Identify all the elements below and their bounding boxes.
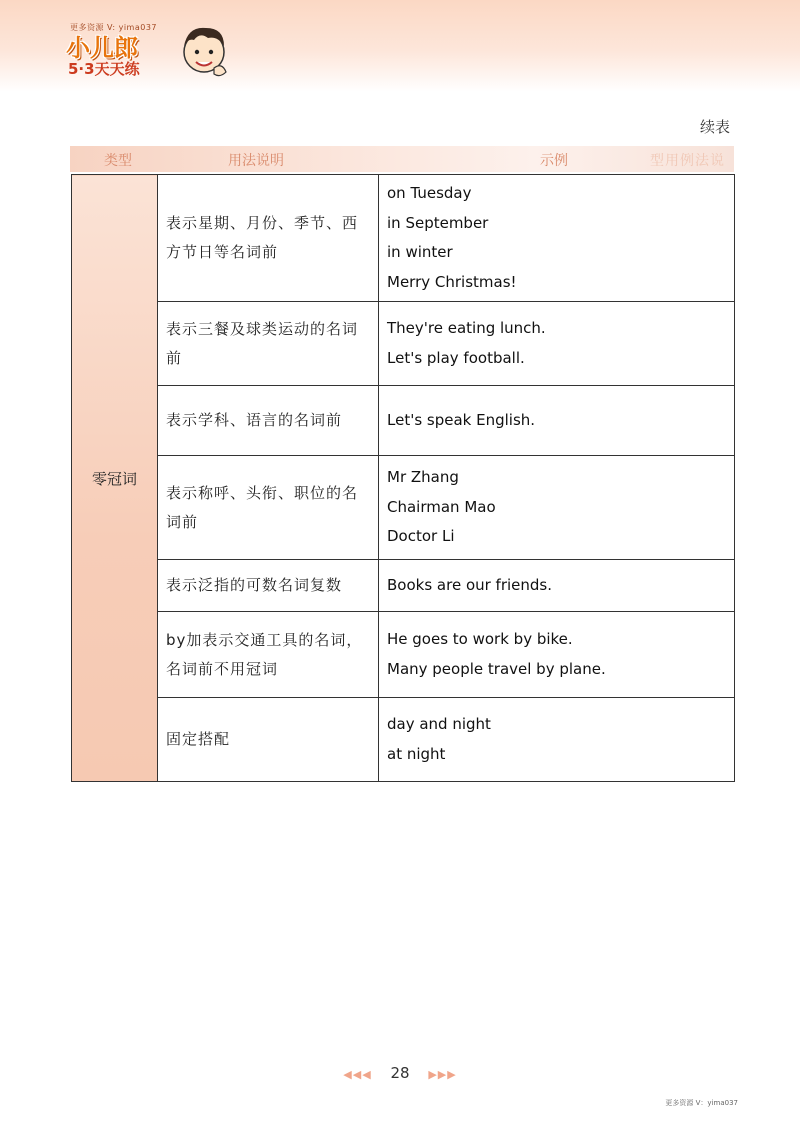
example-cell — [379, 612, 735, 698]
example-cell — [379, 456, 735, 560]
example-line: Books are our friends. — [387, 575, 553, 594]
header-example: 示例 — [540, 153, 568, 169]
header-type: 类型 — [104, 153, 132, 169]
next-arrows-icon: ▶▶▶ — [428, 1068, 457, 1081]
example-line: Let's speak English. — [387, 410, 536, 429]
header-faded-text: 型用例法说 — [650, 153, 725, 169]
usage-cell: 表示学科、语言的名词前 — [158, 386, 379, 456]
continued-label: 续表 — [699, 118, 730, 136]
example-cell — [379, 302, 735, 386]
table-row — [72, 302, 735, 386]
type-cell: 零冠词 — [72, 175, 158, 782]
example-line: day and night — [387, 715, 491, 733]
usage-cell: 表示三餐及球类运动的名词前 — [158, 302, 379, 386]
mascot-icon — [174, 22, 232, 82]
article-usage-table — [71, 174, 735, 782]
example-line: at night — [387, 744, 446, 763]
brand-logo — [66, 22, 236, 82]
prev-arrows-icon: ◀◀◀ — [343, 1068, 372, 1081]
table-row — [72, 386, 735, 456]
example-line: in September — [387, 213, 489, 232]
usage-cell: 表示泛指的可数名词复数 — [158, 560, 379, 612]
page-number: 28 — [390, 1064, 410, 1082]
table-row — [72, 698, 735, 782]
example-line: Many people travel by plane. — [387, 659, 606, 678]
usage-cell: 表示星期、月份、季节、西方节日等名词前 — [158, 175, 379, 302]
example-line: in winter — [387, 243, 453, 261]
footer-note: 更多资源 V：yima037 — [665, 1099, 738, 1107]
example-line: Let's play football. — [387, 348, 525, 367]
example-line: Merry Christmas! — [387, 272, 517, 291]
page-footer — [0, 1064, 800, 1082]
usage-cell: 固定搭配 — [158, 698, 379, 782]
example-line: Chairman Mao — [387, 497, 496, 516]
example-cell — [379, 698, 735, 782]
logo-brand-text: 小儿郎 — [66, 34, 138, 62]
example-line: on Tuesday — [387, 184, 472, 202]
example-cell — [379, 175, 735, 302]
logo-small-text: 更多资源 V: yima037 — [70, 23, 158, 32]
example-line: He goes to work by bike. — [387, 630, 573, 648]
example-line: Mr Zhang — [387, 468, 459, 487]
table-row — [72, 560, 735, 612]
example-line: They're eating lunch. — [387, 319, 546, 337]
table-row — [72, 612, 735, 698]
example-cell — [379, 386, 735, 456]
logo-series-text: 5·3天天练 — [68, 60, 140, 78]
usage-cell: 表示称呼、头衔、职位的名词前 — [158, 456, 379, 560]
header-usage: 用法说明 — [228, 153, 284, 169]
table-row — [72, 175, 735, 302]
table-header-bar — [70, 146, 734, 172]
example-cell — [379, 560, 735, 612]
example-line: Doctor Li — [387, 527, 455, 546]
usage-cell: by加表示交通工具的名词，名词前不用冠词 — [158, 612, 379, 698]
table-row — [72, 456, 735, 560]
